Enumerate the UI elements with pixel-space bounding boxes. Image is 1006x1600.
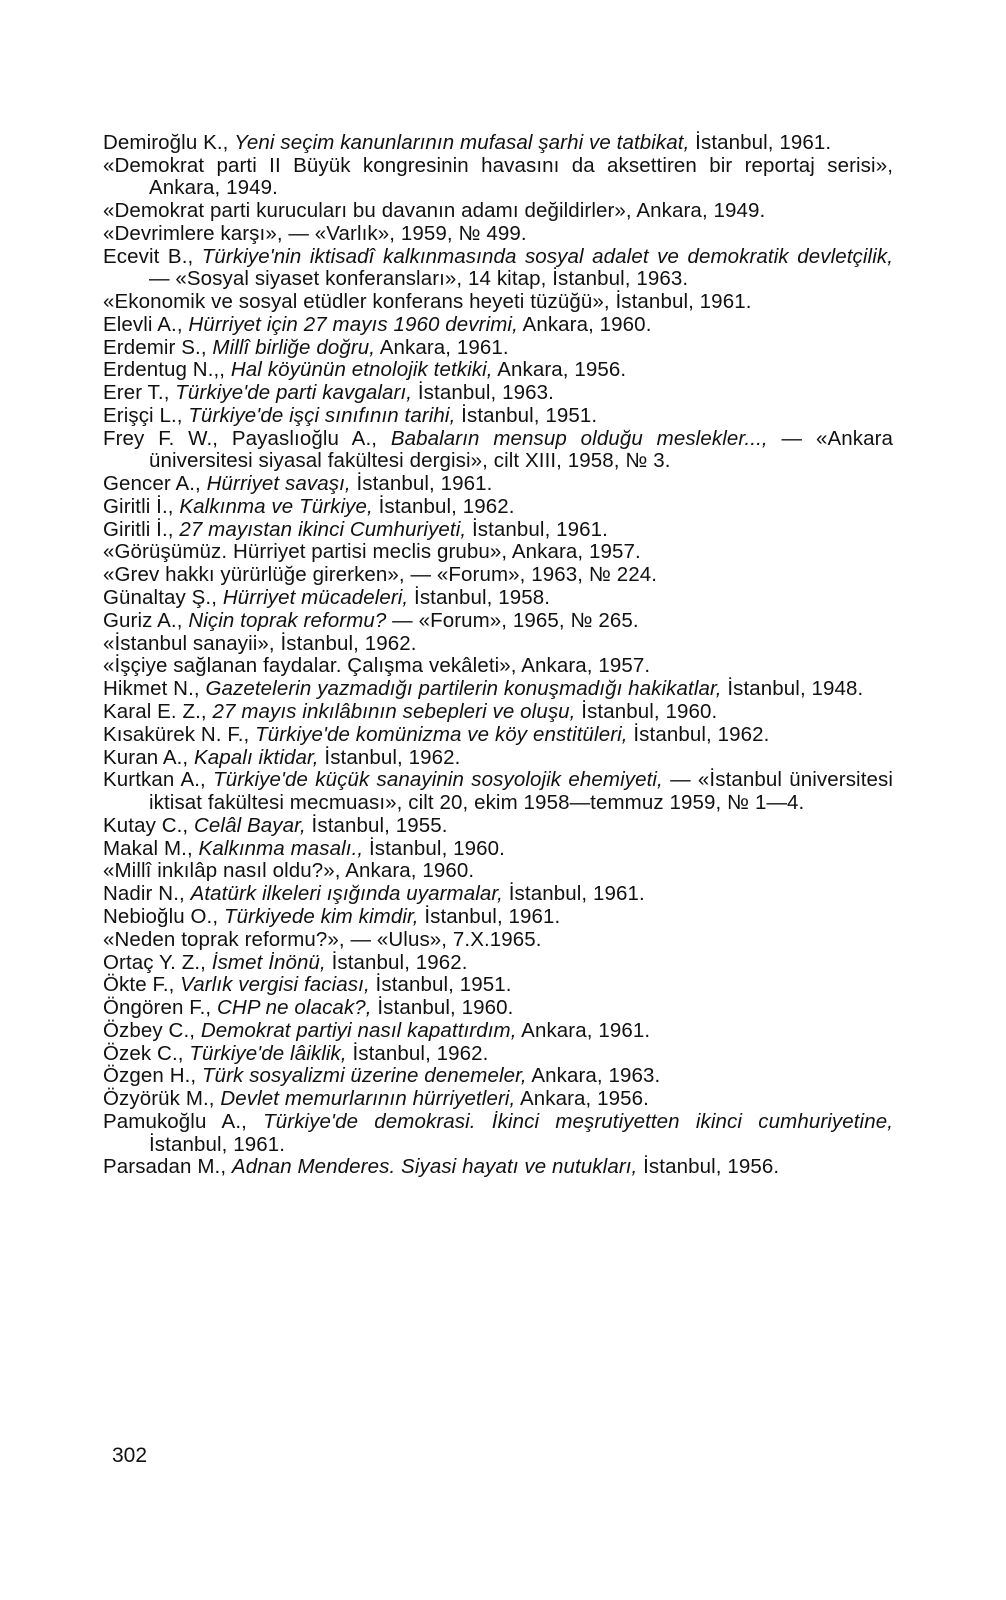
entry-title: CHP ne olacak?, (217, 996, 372, 1020)
entry-author: Giritli İ., (103, 494, 180, 518)
bibliography-entry (103, 974, 893, 997)
bibliography-entry (103, 883, 893, 906)
bibliography-entry (103, 1156, 893, 1179)
entry-author: «Grev hakkı yürürlüğe girerken», — «Forum», 1963, № 224. (103, 563, 658, 587)
entry-author: «Demokrat parti II Büyük kongresinin havasını da aksettiren bir reportaj serisi», Ankara, 1949. (103, 153, 893, 200)
entry-publication: İstanbul, 1961. (418, 904, 561, 928)
entry-publication: İstanbul, 1962. (325, 950, 468, 974)
entry-publication: İstanbul, 1962. (627, 722, 770, 746)
bibliography-entry (103, 473, 893, 496)
entry-author: Karal E. Z., (103, 700, 213, 724)
entry-title: Türkiye'de demokrasi. İkinci meşrutiyetten ikinci cumhuriyetine, (263, 1110, 893, 1134)
entry-publication: — «Sosyal siyaset konferansları», 14 kitap, İstanbul, 1963. (149, 267, 689, 291)
entry-author: Özyörük M., (103, 1087, 221, 1111)
entry-publication: Ankara, 1960. (517, 312, 652, 336)
entry-author: Özgen H., (103, 1064, 202, 1088)
bibliography-entry (103, 997, 893, 1020)
entry-title: Adnan Menderes. Siyasi hayatı ve nutukları, (231, 1155, 638, 1179)
entry-publication: İstanbul, 1960. (363, 836, 505, 860)
entry-publication: Ankara, 1963. (526, 1064, 661, 1088)
entry-author: «Devrimlere karşı», — «Varlık», 1959, № 499. (103, 221, 527, 245)
bibliography-entry (103, 860, 893, 883)
page-number: 302 (112, 1444, 148, 1467)
entry-publication: Ankara, 1956. (492, 358, 627, 382)
entry-publication: İstanbul, 1961. (502, 882, 645, 906)
entry-title: Varlık vergisi faciası, (180, 973, 370, 997)
entry-author: «İstanbul sanayii», İstanbul, 1962. (103, 631, 417, 655)
entry-author: Kutay C., (103, 813, 195, 837)
entry-title: Türk sosyalizmi üzerine denemeler, (202, 1064, 527, 1088)
entry-author: «Görüşümüz. Hürriyet partisi meclis grubu», Ankara, 1957. (103, 540, 641, 564)
bibliography-entry (103, 747, 893, 770)
entry-title: 27 mayıstan ikinci Cumhuriyeti, (179, 517, 467, 541)
bibliography-entry (103, 359, 893, 382)
entry-author: Nadir N., (103, 882, 191, 906)
bibliography-entry (103, 314, 893, 337)
entry-publication: İstanbul, 1961. (350, 472, 493, 496)
entry-author: Makal M., (103, 836, 199, 860)
bibliography-list (103, 132, 893, 1179)
entry-author: «Demokrat parti kurucuları bu davanın adamı değildirler», Ankara, 1949. (103, 199, 766, 223)
entry-publication: İstanbul, 1956. (637, 1155, 780, 1179)
entry-author: Öngören F., (103, 996, 218, 1020)
entry-publication: İstanbul, 1962. (318, 745, 461, 769)
bibliography-entry (103, 428, 893, 473)
entry-publication: İstanbul, 1951. (369, 973, 512, 997)
entry-publication: Ankara, 1961. (516, 1018, 651, 1042)
entry-publication: İstanbul, 1961. (689, 131, 832, 154)
entry-publication: İstanbul, 1958. (408, 586, 551, 610)
entry-author: Günaltay Ş., (103, 586, 223, 610)
bibliography-entry (103, 564, 893, 587)
entry-author: «Millî inkılâp nasıl oldu?», Ankara, 1960. (103, 859, 475, 883)
bibliography-entry (103, 337, 893, 360)
entry-publication: Ankara, 1961. (375, 335, 509, 359)
entry-author: Erer T., (103, 381, 176, 405)
bibliography-entry (103, 155, 893, 200)
bibliography-entry (103, 223, 893, 246)
entry-author: Özbey C., (103, 1018, 201, 1042)
entry-author: Erdentug N.,, (103, 358, 231, 382)
entry-publication: — «Ankara üniversitesi siyasal fakültesi dergisi», cilt XIII, 1958, № 3. (149, 426, 893, 473)
bibliography-entry (103, 246, 893, 291)
entry-author: Ortaç Y. Z., (103, 950, 212, 974)
entry-author: Özek C., (103, 1041, 190, 1065)
bibliography-entry (103, 815, 893, 838)
entry-publication: İstanbul, 1963. (412, 381, 554, 405)
entry-author: Kuran A., (103, 745, 195, 769)
bibliography-entry (103, 405, 893, 428)
entry-author: Parsadan M., (103, 1155, 232, 1179)
entry-title: Hürriyet için 27 mayıs 1960 devrimi, (188, 312, 518, 336)
entry-title: Millî birliğe doğru, (212, 335, 376, 359)
entry-author: Gencer A., (103, 472, 207, 496)
bibliography-entry (103, 1111, 893, 1156)
entry-author: Erişçi L., (103, 403, 189, 427)
entry-title: Türkiye'de parti kavgaları, (175, 381, 413, 405)
bibliography-entry (103, 1043, 893, 1066)
entry-title: Devlet memurlarının hürriyetleri, (220, 1087, 516, 1111)
entry-author: Guriz A., (103, 608, 189, 632)
entry-title: Kalkınma ve Türkiye, (179, 494, 373, 518)
entry-author: Ecevit B., (103, 244, 202, 268)
entry-title: Hal köyünün etnolojik tetkiki, (230, 358, 493, 382)
entry-author: Erdemir S., (103, 335, 213, 359)
bibliography-entry (103, 769, 893, 814)
entry-title: Türkiye'de küçük sanayinin sosyolojik ehemiyeti, (213, 768, 663, 792)
bibliography-entry (103, 610, 893, 633)
bibliography-entry (103, 496, 893, 519)
entry-author: Elevli A., (103, 312, 189, 336)
bibliography-entry (103, 1065, 893, 1088)
entry-author: Frey F. W., Payaslıoğlu A., (103, 426, 391, 450)
bibliography-entry (103, 633, 893, 656)
bibliography-entry (103, 200, 893, 223)
entry-title: Kapalı iktidar, (194, 745, 319, 769)
bibliography-entry (103, 929, 893, 952)
entry-title: Türkiye'de lâiklik, (189, 1041, 347, 1065)
entry-author: Hikmet N., (103, 677, 206, 701)
bibliography-entry (103, 952, 893, 975)
entry-publication: İstanbul, 1961. (466, 517, 608, 541)
entry-publication: İstanbul, 1960. (371, 996, 514, 1020)
bibliography-entry (103, 382, 893, 405)
entry-publication: İstanbul, 1960. (575, 700, 718, 724)
entry-publication: İstanbul, 1948. (721, 677, 864, 701)
entry-publication: İstanbul, 1962. (372, 494, 515, 518)
entry-publication: İstanbul, 1955. (305, 813, 448, 837)
entry-publication: — «Forum», 1965, № 265. (386, 608, 639, 632)
bibliography-entry (103, 838, 893, 861)
entry-author: Demiroğlu K., (103, 131, 235, 154)
bibliography-entry (103, 291, 893, 314)
entry-title: Türkiyede kim kimdir, (223, 904, 419, 928)
entry-author: Nebioğlu O., (103, 904, 224, 928)
entry-title: Gazetelerin yazmadığı partilerin konuşmadığı hakikatlar, (205, 677, 722, 701)
entry-author: Pamukoğlu A., (103, 1110, 264, 1134)
entry-title: Türkiye'de işçi sınıfının tarihi, (188, 403, 456, 427)
entry-author: «İşçiye sağlanan faydalar. Çalışma vekâleti», Ankara, 1957. (103, 654, 651, 678)
entry-title: Kalkınma masalı., (198, 836, 364, 860)
bibliography-entry (103, 541, 893, 564)
entry-title: Celâl Bayar, (194, 813, 306, 837)
bibliography-entry (103, 519, 893, 542)
bibliography-entry (103, 678, 893, 701)
entry-author: Kurtkan A., (103, 768, 214, 792)
entry-title: Hürriyet savaşı, (206, 472, 351, 496)
entry-publication: İstanbul, 1962. (346, 1041, 489, 1065)
entry-title: İsmet İnönü, (211, 950, 326, 974)
bibliography-entry (103, 132, 893, 155)
entry-author: «Neden toprak reformu?», — «Ulus», 7.X.1965. (103, 927, 542, 951)
bibliography-entry (103, 724, 893, 747)
entry-publication: İstanbul, 1951. (455, 403, 598, 427)
entry-publication: — «İstanbul üniversitesi iktisat fakültesi mecmuası», cilt 20, ekim 1958—temmuz 1959, № 1—4. (149, 768, 894, 814)
bibliography-entry (103, 655, 893, 678)
entry-title: Babaların mensup olduğu meslekler..., (390, 426, 768, 450)
bibliography-entry (103, 1020, 893, 1043)
entry-title: Demokrat partiyi nasıl kapattırdım, (200, 1018, 517, 1042)
entry-author: Kısakürek N. F., (103, 722, 256, 746)
entry-author: «Ekonomik ve sosyal etüdler konferans heyeti tüzüğü», İstanbul, 1961. (103, 289, 752, 313)
entry-author: Ökte F., (103, 973, 181, 997)
bibliography-entry (103, 701, 893, 724)
entry-publication: Ankara, 1956. (515, 1087, 649, 1111)
entry-title: Türkiye'nin iktisadî kalkınmasında sosyal adalet ve demokratik devletçilik, (201, 244, 893, 268)
bibliography-entry (103, 587, 893, 610)
entry-publication: İstanbul, 1961. (149, 1132, 285, 1156)
bibliography-entry (103, 906, 893, 929)
entry-title: 27 mayıs inkılâbının sebepleri ve oluşu, (212, 700, 576, 724)
entry-title: Atatürk ilkeleri ışığında uyarmalar, (190, 882, 503, 906)
entry-title: Yeni seçim kanunlarının mufasal şarhi ve tatbikat, (234, 131, 690, 154)
bibliography-entry (103, 1088, 893, 1111)
entry-author: Giritli İ., (103, 517, 180, 541)
entry-title: Niçin toprak reformu? (188, 608, 387, 632)
entry-title: Türkiye'de komünizma ve köy enstitüleri, (255, 722, 628, 746)
entry-title: Hürriyet mücadeleri, (222, 586, 409, 610)
